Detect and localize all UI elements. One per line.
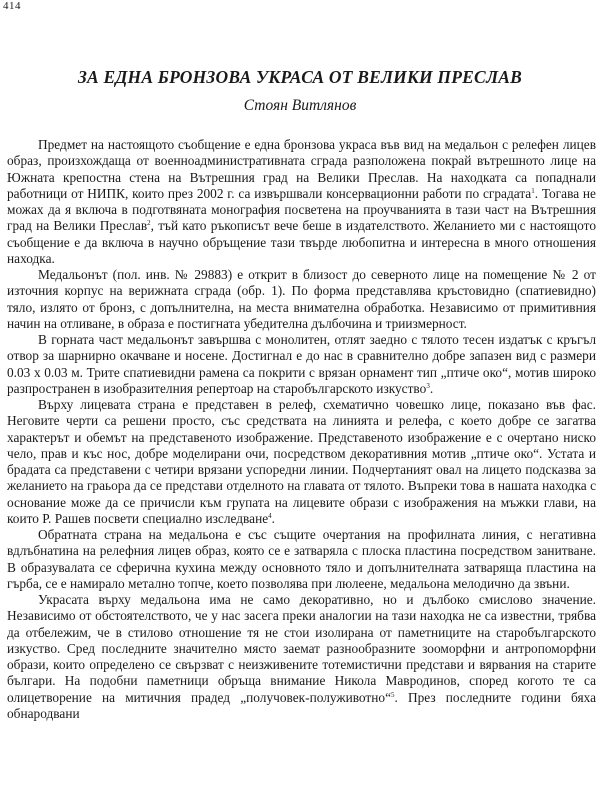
footnote-ref: 2 — [147, 219, 151, 228]
article-body — [7, 137, 596, 722]
article-author: Стоян Витлянов — [243, 97, 357, 114]
paragraph-4: Върху лицевата страна е представен в релеф, схематично човешко лице, показано във фас. Неговите черти са решени просто, със средствата на линията и релефа, с което добре се загатва характерът и обемът на представеното изображение. Представеното изображение е с очертано ниско чело, прав и къс нос, добре моделирани очи, посредством декоративния мотив „птиче око“. Устата и брадата са представени с четири врязани успоредни линии. Подчертаният овал на лицето подсказва за желанието на граьора да се представи отделното на главата от тялото. Въпреки това в нашата находка с основание може да се причисли към групата на лицевите образи с изображения на мъжки глави, на които Р. Рашев посвети специално изследване$^4$. — [7, 397, 596, 526]
footnote-ref: 1 — [531, 186, 535, 195]
paragraph-5: Обратната страна на медальона е със същите очертания на профилната линия, с негативна вдлъбнатина на релефния лицев образ, която се е затваряла с плоска пластина посредством занитване. В образувалата се сферична кухина между основното тяло и допълнителната затваряща пластина на гърба, се е намирало метално топче, което позволява при люлеене, медальона мелодично да звъни. — [7, 527, 596, 591]
page-number: 414 — [3, 0, 21, 12]
article-title: ЗА ЕДНА БРОНЗОВА УКРАСА ОТ ВЕЛИКИ ПРЕСЛАВ — [77, 67, 523, 87]
paragraph-1: Предмет на настоящото съобщение е една бронзова украса във вид на медальон с релефен лицев образ, произхождаща от военноадминистративната сграда разположена покрай вътрешното лице на Южната крепостна стена на Вътрешния град на Велики Преслав. На находката са попаднали работници от НИПК, които през 2002 г. са извършвали консервационни работи по сградата$^1$. Тогава не можах да я включа в подготвяната монография посветена на проучванията в тази част на Вътрешния град на Велики Преслав$^2$, тъй като ръкописът вече беше в издателството. Желанието ми с настоящото съобщение е да включа в научно обръщение тази твърде любопитна и интересна в много отношения находка. — [7, 137, 597, 266]
footnote-ref: 4 — [268, 511, 272, 520]
paragraph-3: В горната част медальонът завършва с монолитен, отлят заедно с тялото тесен издатък с кръгъл отвор за шарнирно окачване и носене. Достигнал е до нас в сравнително добре запазен вид с размери 0.03 х 0.03 м. Трите спатиевидни рамена са покрити с врязан орнамент тип „птиче око“, мотив широко разпространен в изобразителния репертоар на старобългарското изкуство$^3$. — [7, 332, 596, 396]
paragraph-2: Медальонът (пол. инв. № 29883) е открит в близост до северното лице на помещение № 2 от източния корпус на верижната сграда (обр. 1). По форма представлява кръстовидно (спатиевидно) тяло, излято от бронз, с допълнителна, на места внимателна обработка. Независимо от примитивния начин на отливане, в образа е постигната убедителна дълбочина и триизмерност. — [7, 267, 596, 331]
footnote-ref: 3 — [426, 381, 430, 390]
paragraph-6: Украсата върху медальона има не само декоративно, но и дълбоко смислово значение. Независимо от обстоятелството, че у нас засега преки аналогии на тази находка не са известни, трябва да отбележим, че в стилово отношение тя не стои изолирана от паметниците на старобългарското изкуство. Сред последните значително място заемат разнообразните зооморфни и антропоморфни образи, които определено се свързват с неизживените тотемистични представи и вярвания на старите българи. На подобни паметници обръща внимание Никола Мавродинов, според когото те са олицетворение на митичния прадед „получовек-полуживотно“$^5$. През последните години бяха обнародвани — [7, 592, 596, 721]
footnote-ref: 5 — [391, 690, 395, 699]
